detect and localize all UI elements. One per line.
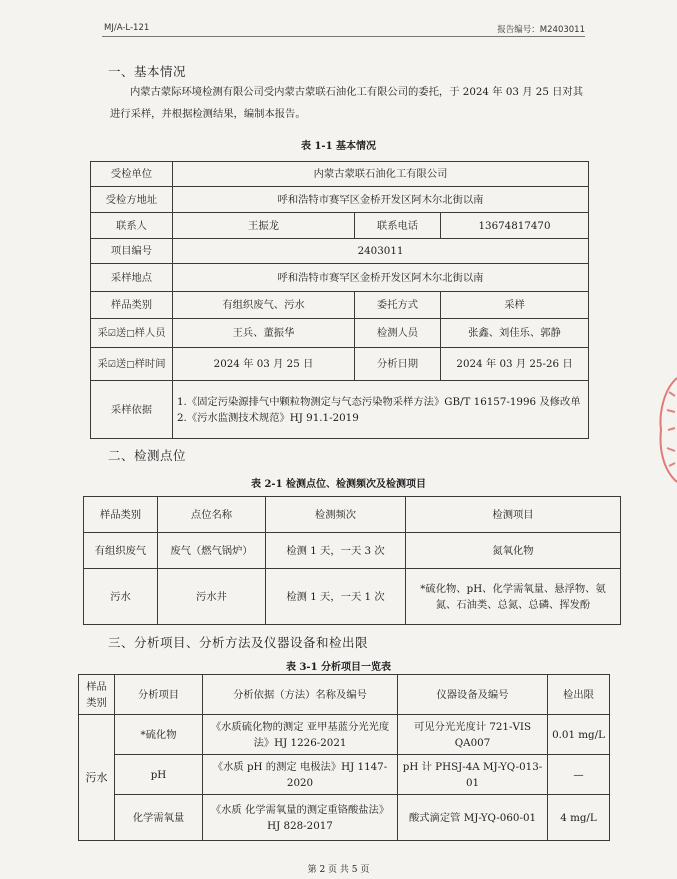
cell-type: 有组织废气 xyxy=(84,533,158,569)
sample-type-value: 有组织废气、污水 xyxy=(173,292,355,319)
monitoring-points-table xyxy=(83,496,621,625)
section2-title: 二、检测点位 xyxy=(108,448,187,463)
table-row xyxy=(84,533,621,569)
table2-caption: 表 2-1 检测点位、检测频次及检测项目 xyxy=(250,479,427,490)
sample-time-label xyxy=(91,348,173,381)
page-number: 第 2 页 共 5 页 xyxy=(307,865,370,875)
col-header-item: 分析项目 xyxy=(115,675,203,715)
group-wastewater: 污水 xyxy=(79,715,115,841)
doc-code: MJ/A-L-121 xyxy=(104,23,150,33)
cell-instrument: 可见分光光度计 721-VIS QA007 xyxy=(398,715,548,755)
tester-value: 张鑫、刘佳乐、郭静 xyxy=(441,319,589,348)
cell-limit: — xyxy=(548,755,610,795)
cell-instrument: pH 计 PHSJ-4A MJ-YQ-013-01 xyxy=(398,755,548,795)
report-number: 报告编号：M2403011 xyxy=(497,25,585,35)
site-label: 采样地点 xyxy=(91,264,173,292)
cell-point: 废气（燃气锅炉） xyxy=(158,533,266,569)
unchecked-box-icon: □ xyxy=(126,328,135,339)
table1-caption: 表 1-1 基本情况 xyxy=(300,141,377,152)
table-row xyxy=(79,795,610,841)
client-value: 内蒙古蒙联石油化工有限公司 xyxy=(173,162,589,187)
unchecked-box-icon: □ xyxy=(126,359,135,370)
cell-freq: 检测 1 天，一天 3 次 xyxy=(266,533,406,569)
cell-freq: 检测 1 天，一天 1 次 xyxy=(266,569,406,625)
col-header-sample-type: 样品类别 xyxy=(84,497,158,533)
section1-title: 一、基本情况 xyxy=(108,64,187,79)
analysis-items-table xyxy=(78,674,610,841)
cell-method: 《水质 pH 的测定 电极法》HJ 1147-2020 xyxy=(203,755,398,795)
red-seal-icon xyxy=(655,370,677,490)
col-header-items: 检测项目 xyxy=(406,497,621,533)
table-row xyxy=(79,715,610,755)
site-value: 呼和浩特市赛罕区金桥开发区阿木尔北街以南 xyxy=(173,264,589,292)
cell-item: 化学需氧量 xyxy=(115,795,203,841)
checked-box-icon: ☑ xyxy=(107,328,116,339)
analysis-date-value: 2024 年 03 月 25-26 日 xyxy=(441,348,589,381)
sample-time-value: 2024 年 03 月 25 日 xyxy=(173,348,355,381)
time-label-b: 送 xyxy=(115,357,127,370)
basis-item-2: 2.《污水监测技术规范》HJ 91.1-2019 xyxy=(177,411,359,424)
cell-limit: 4 mg/L xyxy=(548,795,610,841)
cell-method: 《水质 化学需氧量的测定重铬酸盐法》HJ 828-2017 xyxy=(203,795,398,841)
contact-value: 王振龙 xyxy=(173,213,355,239)
basis-value xyxy=(173,381,589,439)
time-label-c: 样时间 xyxy=(134,357,166,370)
sampler-value: 王兵、董振华 xyxy=(173,319,355,348)
analysis-date-label: 分析日期 xyxy=(355,348,441,381)
table-row xyxy=(79,755,610,795)
sampler-label-c: 样人员 xyxy=(134,326,166,339)
section1-paragraph: 内蒙古蒙际环境检测有限公司受内蒙古蒙联石油化工有限公司的委托，于 2024 年 03 月 25 日对其进行采样，并根据检测结果，编制本报告。 xyxy=(110,86,584,120)
entrust-value: 采样 xyxy=(441,292,589,319)
col-header-instrument: 仪器设备及编号 xyxy=(398,675,548,715)
cell-item: pH xyxy=(115,755,203,795)
entrust-label: 委托方式 xyxy=(355,292,441,319)
sampler-label-a: 采 xyxy=(97,326,108,339)
cell-type: 污水 xyxy=(84,569,158,625)
address-label: 受检方地址 xyxy=(91,187,173,213)
address-value: 呼和浩特市赛罕区金桥开发区阿木尔北街以南 xyxy=(173,187,589,213)
cell-method: 《水质硫化物的测定 亚甲基蓝分光光度法》HJ 1226-2021 xyxy=(203,715,398,755)
basic-info-table xyxy=(90,161,589,439)
tester-label: 检测人员 xyxy=(355,319,441,348)
col-header-sample-type: 样品类别 xyxy=(79,675,115,715)
phone-label: 联系电话 xyxy=(355,213,441,239)
header-divider xyxy=(102,36,585,37)
cell-instrument: 酸式滴定管 MJ-YQ-060-01 xyxy=(398,795,548,841)
client-label: 受检单位 xyxy=(91,162,173,187)
basis-label: 采样依据 xyxy=(91,381,173,439)
section3-title: 三、分析项目、分析方法及仪器设备和检出限 xyxy=(108,635,369,650)
project-label: 项目编号 xyxy=(91,239,173,264)
phone-value: 13674817470 xyxy=(441,213,589,239)
page-header xyxy=(102,20,585,36)
col-header-frequency: 检测频次 xyxy=(266,497,406,533)
col-header-limit: 检出限 xyxy=(548,675,610,715)
sampler-label xyxy=(91,319,173,348)
project-value: 2403011 xyxy=(173,239,589,264)
table3-caption: 表 3-1 分析项目一览表 xyxy=(285,662,392,673)
cell-limit: 0.01 mg/L xyxy=(548,715,610,755)
checked-box-icon: ☑ xyxy=(107,359,116,370)
sampler-label-b: 送 xyxy=(115,326,127,339)
cell-point: 污水井 xyxy=(158,569,266,625)
col-header-method: 分析依据（方法）名称及编号 xyxy=(203,675,398,715)
col-header-point: 点位名称 xyxy=(158,497,266,533)
time-label-a: 采 xyxy=(97,357,108,370)
cell-items: 氮氧化物 xyxy=(406,533,621,569)
cell-item: *硫化物 xyxy=(115,715,203,755)
sample-type-label: 样品类别 xyxy=(91,292,173,319)
basis-item-1: 1.《固定污染源排气中颗粒物测定与气态污染物采样方法》GB/T 16157-1996 及修改单 xyxy=(177,395,581,408)
table-row xyxy=(84,569,621,625)
cell-items: *硫化物、pH、化学需氧量、悬浮物、氨氮、石油类、总氮、总磷、挥发酚 xyxy=(406,569,621,625)
contact-label: 联系人 xyxy=(91,213,173,239)
